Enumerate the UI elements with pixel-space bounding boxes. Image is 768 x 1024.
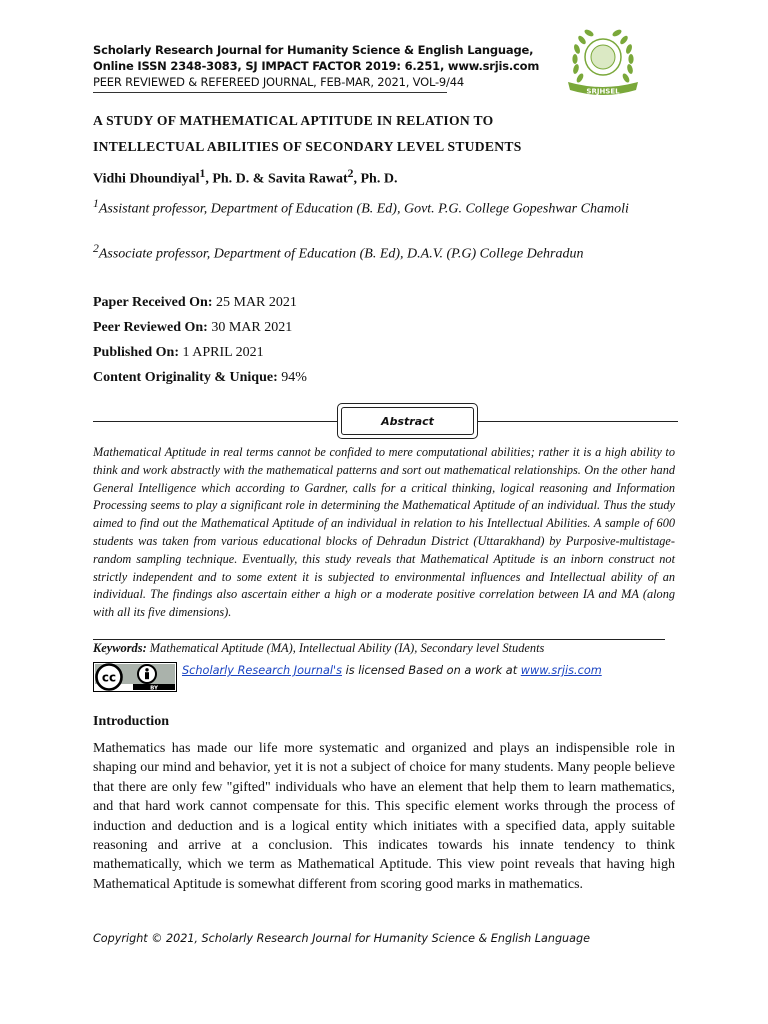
- journal-logo-wreath-icon: [566, 22, 640, 102]
- content-originality: Content Originality & Unique: 94%: [93, 370, 307, 385]
- paper-title: [93, 108, 683, 160]
- header-underline: [93, 92, 447, 93]
- keywords-rule: [93, 639, 665, 640]
- author-1-degree: , Ph. D. &: [205, 171, 268, 187]
- introduction-heading: Introduction: [93, 714, 169, 729]
- title-line-1: A STUDY OF MATHEMATICAL APTITUDE IN RELATION TO: [93, 113, 494, 128]
- paper-received: Paper Received On: 25 MAR 2021: [93, 295, 297, 310]
- author-2-sup: 2: [347, 167, 354, 180]
- copyright-footer: Copyright © 2021, Scholarly Research Journal for Humanity Science & English Language: [93, 932, 590, 945]
- cc-text: cc: [101, 670, 117, 685]
- abstract-heading-box: [337, 403, 478, 439]
- affiliation-1: $^1$Assistant professor, Department of Education (B. Ed), Govt. P.G. College Gopeshwar Chamoli: [93, 197, 629, 217]
- introduction-body: Mathematics has made our life more systematic and organized and plays an indispensible role in shaping our mind and behavior, yet it is not a subject of choice for many students. Many people believe that there are only few "gifted" individuals who have an element that help them to learn mathematics, and that hard work cannot compensate for this. This specific element works through the process of induction and deduction and is a logical entity which initiates with a specified data, apply suitable reasoning and arrive at a conclusion. This indicates towards his innate tendency to think mathematically, which we term as Mathematical Aptitude. This view point reveals that having high Mathematical Aptitude is somewhat different from scoring good marks in mathematics.: [93, 741, 675, 892]
- journal-volume: PEER REVIEWED & REFEREED JOURNAL, FEB-MAR, 2021, VOL-9/44: [93, 75, 464, 89]
- abstract-body: Mathematical Aptitude in real terms cannot be confided to mere computational abilities; rather it is a high ability to think and work abstractly with the mathematical patterns and sort out mathematical relationships. On the other hand General Intelligence which according to Gardner, calls for a critical thinking, logical reasoning and Information Processing seems to play a significant role in determining the Mathematical Aptitude of an individual. Thus the study aimed to find out the Mathematical Aptitude of an individual in relation to his Intellectual Abilities. A sample of 600 students was taken from various educational blocks of Dehradun District (Uttarakhand) by Purposive-multistage-random sampling technique. Eventually, this study reveals that Mathematical Aptitude is an inborn construct not strictly independent and to some extent it is subjected to environmental influences and Intellectual ability of an individual. The findings also ascertain either a high or a moderate positive correlation between IA and MA (along with all its five dimensions).: [93, 445, 675, 620]
- journal-link[interactable]: Scholarly Research Journal's: [182, 664, 342, 677]
- journal-name: Scholarly Research Journal for Humanity Science & English Language,: [93, 43, 534, 57]
- cc-by-license-icon: [93, 662, 177, 692]
- published-on: Published On: 1 APRIL 2021: [93, 345, 264, 360]
- author-1: Vidhi Dhoundiyal: [93, 171, 200, 187]
- by-text: BY: [150, 685, 158, 692]
- author-list: [93, 167, 397, 188]
- author-2: Savita Rawat: [267, 171, 348, 187]
- peer-reviewed: Peer Reviewed On: 30 MAR 2021: [93, 320, 293, 335]
- license-statement: Scholarly Research Journal's is licensed Based on a work at www.srjis.com: [182, 664, 602, 677]
- logo-text: SRJHSEL: [586, 87, 620, 96]
- abstract-rule-left: [93, 421, 337, 422]
- author-2-degree: , Ph. D.: [353, 171, 398, 187]
- journal-header: [93, 42, 553, 90]
- author-1-sup: 1: [199, 167, 206, 180]
- abstract-heading: Abstract: [341, 407, 474, 435]
- affiliation-2: $^2$Associate professor, Department of Education (B. Ed), D.A.V. (P.G) College Dehradun: [93, 242, 584, 262]
- journal-issn: Online ISSN 2348-3083, SJ IMPACT FACTOR 2019: 6.251, www.srjis.com: [93, 59, 540, 73]
- title-line-2: INTELLECTUAL ABILITIES OF SECONDARY LEVEL STUDENTS: [93, 139, 522, 154]
- abstract-rule-right: [478, 421, 678, 422]
- keywords: Keywords: Mathematical Aptitude (MA), Intellectual Ability (IA), Secondary level Students: [93, 641, 545, 655]
- site-link[interactable]: www.srjis.com: [520, 664, 602, 677]
